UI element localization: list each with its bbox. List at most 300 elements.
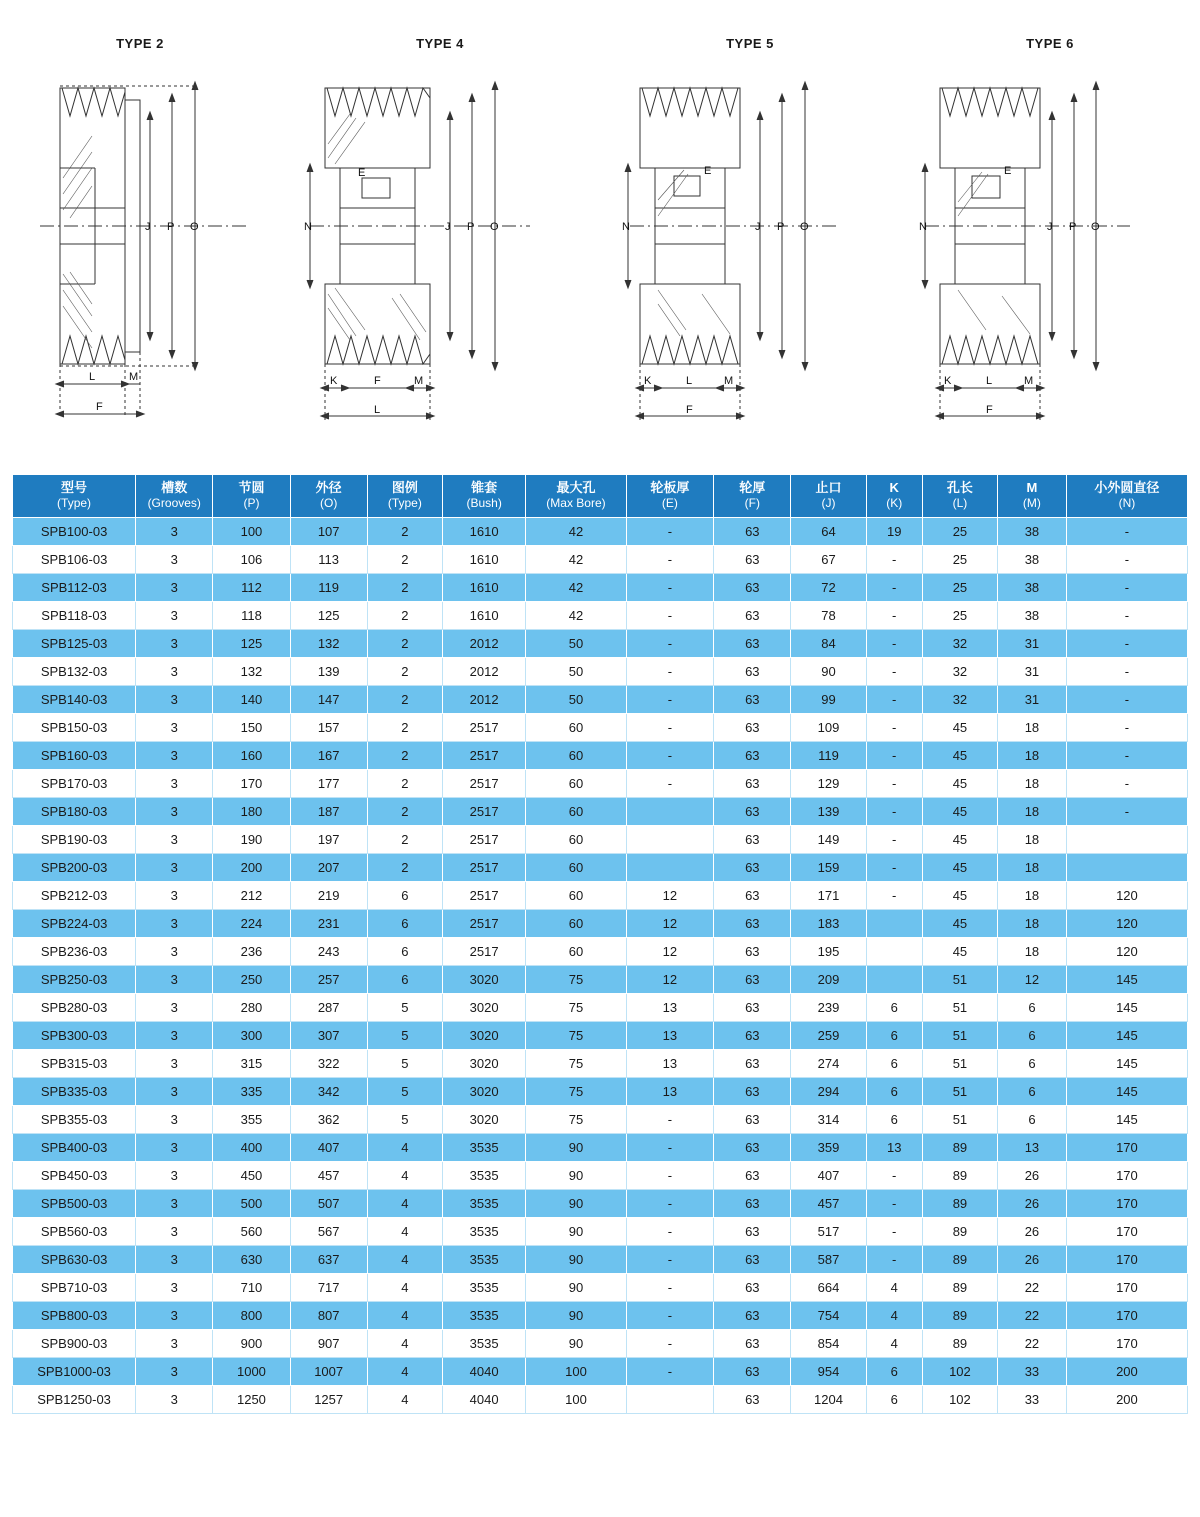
table-cell: 170 bbox=[1066, 1330, 1187, 1358]
table-cell: - bbox=[866, 882, 922, 910]
table-cell: 171 bbox=[791, 882, 866, 910]
table-cell bbox=[866, 938, 922, 966]
table-cell: - bbox=[866, 770, 922, 798]
table-cell: 907 bbox=[290, 1330, 367, 1358]
table-cell: 170 bbox=[213, 770, 290, 798]
table-cell: 90 bbox=[526, 1218, 626, 1246]
dim-label-M: M bbox=[414, 375, 424, 387]
table-cell: 90 bbox=[791, 658, 866, 686]
table-row bbox=[13, 1330, 1188, 1358]
table-cell: 2 bbox=[367, 602, 442, 630]
table-cell: 3535 bbox=[442, 1162, 525, 1190]
table-cell: 250 bbox=[213, 966, 290, 994]
table-cell: 294 bbox=[791, 1078, 866, 1106]
cell-type: SPB500-03 bbox=[13, 1190, 136, 1218]
table-cell: - bbox=[1066, 658, 1187, 686]
table-cell: 51 bbox=[922, 1050, 997, 1078]
table-cell: 3020 bbox=[442, 966, 525, 994]
cell-type: SPB355-03 bbox=[13, 1106, 136, 1134]
table-cell: 60 bbox=[526, 770, 626, 798]
table-cell: 145 bbox=[1066, 994, 1187, 1022]
table-cell: - bbox=[626, 1302, 714, 1330]
table-cell: 457 bbox=[290, 1162, 367, 1190]
table-cell: 147 bbox=[290, 686, 367, 714]
table-cell: 314 bbox=[791, 1106, 866, 1134]
table-cell: 18 bbox=[998, 770, 1067, 798]
table-cell: 145 bbox=[1066, 1050, 1187, 1078]
table-cell: 954 bbox=[791, 1358, 866, 1386]
table-cell: 342 bbox=[290, 1078, 367, 1106]
table-cell: 89 bbox=[922, 1246, 997, 1274]
table-cell: 42 bbox=[526, 602, 626, 630]
cell-type: SPB140-03 bbox=[13, 686, 136, 714]
table-cell: 63 bbox=[714, 1302, 791, 1330]
table-cell: - bbox=[866, 742, 922, 770]
cell-type: SPB132-03 bbox=[13, 658, 136, 686]
table-cell: 3 bbox=[136, 798, 213, 826]
table-cell: 335 bbox=[213, 1078, 290, 1106]
table-cell: 31 bbox=[998, 630, 1067, 658]
cell-type: SPB170-03 bbox=[13, 770, 136, 798]
cell-type: SPB118-03 bbox=[13, 602, 136, 630]
table-cell: 6 bbox=[866, 994, 922, 1022]
table-cell: 12 bbox=[626, 966, 714, 994]
table-cell: 45 bbox=[922, 910, 997, 938]
table-cell: 5 bbox=[367, 1050, 442, 1078]
table-cell: 3 bbox=[136, 1078, 213, 1106]
table-row bbox=[13, 574, 1188, 602]
table-cell: 19 bbox=[866, 518, 922, 546]
table-cell: 90 bbox=[526, 1134, 626, 1162]
table-cell: 1204 bbox=[791, 1386, 866, 1414]
table-cell: 6 bbox=[998, 1050, 1067, 1078]
table-cell: 25 bbox=[922, 602, 997, 630]
table-cell: 63 bbox=[714, 1330, 791, 1358]
cell-type: SPB224-03 bbox=[13, 910, 136, 938]
column-header-11 bbox=[922, 475, 997, 518]
dim-label-F: F bbox=[96, 401, 103, 413]
table-cell: 6 bbox=[998, 994, 1067, 1022]
table-cell: 75 bbox=[526, 1078, 626, 1106]
cell-type: SPB212-03 bbox=[13, 882, 136, 910]
table-cell: 25 bbox=[922, 574, 997, 602]
dim-label-F: F bbox=[374, 375, 381, 387]
table-cell bbox=[626, 854, 714, 882]
column-header-main: 节圆 bbox=[238, 480, 265, 495]
cell-type: SPB335-03 bbox=[13, 1078, 136, 1106]
table-cell: 200 bbox=[213, 854, 290, 882]
table-cell: 362 bbox=[290, 1106, 367, 1134]
column-header-main: 止口 bbox=[815, 480, 842, 495]
dim-label-O: O bbox=[490, 221, 499, 233]
cell-type: SPB710-03 bbox=[13, 1274, 136, 1302]
table-cell: 13 bbox=[866, 1134, 922, 1162]
column-header-sub: (Bush) bbox=[466, 496, 502, 511]
table-cell: 500 bbox=[213, 1190, 290, 1218]
table-cell: 4 bbox=[367, 1134, 442, 1162]
table-header bbox=[13, 475, 1188, 518]
column-header-main: 锥套 bbox=[471, 480, 498, 495]
table-cell: 102 bbox=[922, 1358, 997, 1386]
table-cell: 187 bbox=[290, 798, 367, 826]
table-cell: 89 bbox=[922, 1274, 997, 1302]
column-header-sub: (L) bbox=[952, 496, 968, 511]
cell-type: SPB400-03 bbox=[13, 1134, 136, 1162]
table-cell: - bbox=[1066, 714, 1187, 742]
cell-type: SPB250-03 bbox=[13, 966, 136, 994]
table-cell: 1007 bbox=[290, 1358, 367, 1386]
table-cell: 3 bbox=[136, 938, 213, 966]
table-cell: 75 bbox=[526, 1106, 626, 1134]
table-cell: 6 bbox=[998, 1106, 1067, 1134]
table-cell: 4 bbox=[367, 1386, 442, 1414]
table-cell: - bbox=[626, 1358, 714, 1386]
table-cell: 150 bbox=[213, 714, 290, 742]
table-cell: 2 bbox=[367, 686, 442, 714]
table-row bbox=[13, 686, 1188, 714]
table-cell: 274 bbox=[791, 1050, 866, 1078]
table-cell: 3535 bbox=[442, 1302, 525, 1330]
table-cell: 3 bbox=[136, 1274, 213, 1302]
table-cell: 3535 bbox=[442, 1218, 525, 1246]
table-cell: - bbox=[866, 686, 922, 714]
table-cell: - bbox=[1066, 602, 1187, 630]
cell-type: SPB800-03 bbox=[13, 1302, 136, 1330]
dim-label-L: L bbox=[374, 404, 381, 416]
table-cell: 5 bbox=[367, 1078, 442, 1106]
table-cell: 45 bbox=[922, 854, 997, 882]
table-cell: 145 bbox=[1066, 1022, 1187, 1050]
diagram-title: TYPE 5 bbox=[726, 36, 774, 51]
column-header-sub: (M) bbox=[1022, 496, 1041, 511]
column-header-main: 小外圆直径 bbox=[1094, 480, 1160, 495]
table-cell: 63 bbox=[714, 994, 791, 1022]
cell-type: SPB125-03 bbox=[13, 630, 136, 658]
column-header-9 bbox=[791, 475, 866, 518]
table-cell: 359 bbox=[791, 1134, 866, 1162]
table-cell: - bbox=[866, 714, 922, 742]
column-header-10 bbox=[866, 475, 922, 518]
table-row bbox=[13, 1022, 1188, 1050]
table-cell: 140 bbox=[213, 686, 290, 714]
table-cell: 63 bbox=[714, 770, 791, 798]
table-cell: 120 bbox=[1066, 910, 1187, 938]
table-cell: - bbox=[866, 574, 922, 602]
table-cell: 120 bbox=[1066, 882, 1187, 910]
table-row bbox=[13, 1218, 1188, 1246]
table-cell: - bbox=[866, 1162, 922, 1190]
table-cell: 38 bbox=[998, 602, 1067, 630]
column-header-0 bbox=[13, 475, 136, 518]
table-cell: - bbox=[866, 854, 922, 882]
dim-label-O: O bbox=[190, 221, 199, 233]
table-cell: 637 bbox=[290, 1246, 367, 1274]
table-cell: 64 bbox=[791, 518, 866, 546]
table-cell: 717 bbox=[290, 1274, 367, 1302]
column-header-6 bbox=[526, 475, 626, 518]
table-cell: 6 bbox=[866, 1386, 922, 1414]
table-cell: 75 bbox=[526, 1022, 626, 1050]
table-cell: 517 bbox=[791, 1218, 866, 1246]
table-cell: - bbox=[626, 518, 714, 546]
table-row bbox=[13, 1162, 1188, 1190]
table-cell: 3 bbox=[136, 826, 213, 854]
dim-label-J: J bbox=[445, 221, 451, 233]
column-header-sub: (N) bbox=[1118, 496, 1136, 511]
table-cell: 60 bbox=[526, 826, 626, 854]
table-cell: 84 bbox=[791, 630, 866, 658]
column-header-sub: (F) bbox=[744, 496, 760, 511]
table-cell: 257 bbox=[290, 966, 367, 994]
table-cell: 280 bbox=[213, 994, 290, 1022]
table-cell: 33 bbox=[998, 1386, 1067, 1414]
table-cell: 2 bbox=[367, 658, 442, 686]
table-cell: 2 bbox=[367, 518, 442, 546]
cell-type: SPB150-03 bbox=[13, 714, 136, 742]
table-cell: 38 bbox=[998, 574, 1067, 602]
diagram-type-5-drawing bbox=[600, 58, 900, 448]
table-cell: 63 bbox=[714, 1358, 791, 1386]
column-header-2 bbox=[213, 475, 290, 518]
table-cell: 3535 bbox=[442, 1330, 525, 1358]
table-cell: 157 bbox=[290, 714, 367, 742]
dim-label-N: N bbox=[304, 221, 312, 233]
table-cell: 63 bbox=[714, 602, 791, 630]
table-cell: - bbox=[866, 1218, 922, 1246]
column-header-main: M bbox=[1026, 480, 1038, 495]
table-cell: 4 bbox=[367, 1302, 442, 1330]
table-cell: 60 bbox=[526, 910, 626, 938]
table-cell: 45 bbox=[922, 826, 997, 854]
table-cell: 6 bbox=[866, 1022, 922, 1050]
table-cell: 854 bbox=[791, 1330, 866, 1358]
table-cell: 63 bbox=[714, 714, 791, 742]
table-cell: 51 bbox=[922, 994, 997, 1022]
table-cell: 212 bbox=[213, 882, 290, 910]
table-cell: - bbox=[1066, 770, 1187, 798]
table-cell: 567 bbox=[290, 1218, 367, 1246]
table-cell: 3 bbox=[136, 1302, 213, 1330]
table-cell: 322 bbox=[290, 1050, 367, 1078]
table-cell: - bbox=[626, 1246, 714, 1274]
table-cell: 236 bbox=[213, 938, 290, 966]
column-header-sub: (O) bbox=[320, 496, 338, 511]
table-row bbox=[13, 994, 1188, 1022]
table-cell: 22 bbox=[998, 1274, 1067, 1302]
table-cell: 42 bbox=[526, 546, 626, 574]
table-cell: 3 bbox=[136, 1246, 213, 1274]
table-cell: 18 bbox=[998, 854, 1067, 882]
table-cell: 13 bbox=[626, 1022, 714, 1050]
table-row bbox=[13, 546, 1188, 574]
table-cell: - bbox=[866, 798, 922, 826]
table-cell: 107 bbox=[290, 518, 367, 546]
table-cell: 3 bbox=[136, 686, 213, 714]
table-cell: 209 bbox=[791, 966, 866, 994]
table-cell: 900 bbox=[213, 1330, 290, 1358]
table-cell: 119 bbox=[791, 742, 866, 770]
table-cell: 1610 bbox=[442, 546, 525, 574]
table-cell: 3 bbox=[136, 630, 213, 658]
table-cell: 243 bbox=[290, 938, 367, 966]
table-cell: 170 bbox=[1066, 1134, 1187, 1162]
table-row bbox=[13, 966, 1188, 994]
table-cell: 72 bbox=[791, 574, 866, 602]
table-row bbox=[13, 630, 1188, 658]
table-cell: 315 bbox=[213, 1050, 290, 1078]
table-cell: 125 bbox=[290, 602, 367, 630]
table-cell: 139 bbox=[791, 798, 866, 826]
table-cell: 63 bbox=[714, 630, 791, 658]
table-cell: 3 bbox=[136, 910, 213, 938]
table-cell: 1610 bbox=[442, 574, 525, 602]
table-cell: 63 bbox=[714, 854, 791, 882]
dim-label-O: O bbox=[1091, 221, 1100, 233]
table-cell: 75 bbox=[526, 1050, 626, 1078]
table-row bbox=[13, 882, 1188, 910]
table-cell: 3 bbox=[136, 518, 213, 546]
table-cell: 63 bbox=[714, 1218, 791, 1246]
table-cell: - bbox=[626, 546, 714, 574]
dim-label-J: J bbox=[755, 221, 761, 233]
diagram-strip bbox=[0, 0, 1200, 460]
table-cell: 3 bbox=[136, 658, 213, 686]
dim-label-N: N bbox=[622, 221, 630, 233]
table-cell: 63 bbox=[714, 1162, 791, 1190]
table-cell: 102 bbox=[922, 1386, 997, 1414]
dim-label-J: J bbox=[145, 221, 151, 233]
table-cell: 18 bbox=[998, 938, 1067, 966]
table-cell: 4 bbox=[367, 1330, 442, 1358]
dim-label-J: J bbox=[1047, 221, 1053, 233]
dim-label-K: K bbox=[330, 375, 338, 387]
table-cell: 3 bbox=[136, 854, 213, 882]
table-cell: 507 bbox=[290, 1190, 367, 1218]
table-cell: 25 bbox=[922, 546, 997, 574]
table-cell: 90 bbox=[526, 1162, 626, 1190]
table-cell: 63 bbox=[714, 574, 791, 602]
table-cell: - bbox=[626, 1190, 714, 1218]
table-cell: 3535 bbox=[442, 1134, 525, 1162]
table-cell: 2517 bbox=[442, 798, 525, 826]
dim-label-P: P bbox=[777, 221, 785, 233]
column-header-5 bbox=[442, 475, 525, 518]
table-cell: 132 bbox=[213, 658, 290, 686]
table-cell: - bbox=[866, 658, 922, 686]
diagram-type-6 bbox=[900, 0, 1200, 460]
table-cell: 89 bbox=[922, 1190, 997, 1218]
table-cell: 190 bbox=[213, 826, 290, 854]
table-cell: 31 bbox=[998, 658, 1067, 686]
cell-type: SPB160-03 bbox=[13, 742, 136, 770]
dim-label-M: M bbox=[724, 375, 734, 387]
table-cell: 45 bbox=[922, 798, 997, 826]
table-cell: 2012 bbox=[442, 658, 525, 686]
table-cell: 2012 bbox=[442, 686, 525, 714]
column-header-main: 槽数 bbox=[161, 480, 188, 495]
table-cell: 100 bbox=[526, 1386, 626, 1414]
table-cell: 100 bbox=[213, 518, 290, 546]
cell-type: SPB560-03 bbox=[13, 1218, 136, 1246]
table-cell bbox=[1066, 826, 1187, 854]
table-cell: 6 bbox=[367, 910, 442, 938]
table-cell: 63 bbox=[714, 882, 791, 910]
table-cell: - bbox=[866, 630, 922, 658]
table-cell: 12 bbox=[626, 910, 714, 938]
table-cell: 26 bbox=[998, 1246, 1067, 1274]
table-cell: 63 bbox=[714, 910, 791, 938]
table-cell: 180 bbox=[213, 798, 290, 826]
diagram-type-6-drawing bbox=[900, 58, 1200, 448]
table-cell: 170 bbox=[1066, 1246, 1187, 1274]
table-cell: 139 bbox=[290, 658, 367, 686]
table-cell: 118 bbox=[213, 602, 290, 630]
table-cell: 106 bbox=[213, 546, 290, 574]
table-cell: 3 bbox=[136, 1106, 213, 1134]
table-cell: - bbox=[626, 602, 714, 630]
table-cell: 197 bbox=[290, 826, 367, 854]
table-cell: 3 bbox=[136, 1386, 213, 1414]
table-cell: 119 bbox=[290, 574, 367, 602]
dim-label-L: L bbox=[986, 375, 993, 387]
table-cell: 170 bbox=[1066, 1190, 1187, 1218]
table-cell: - bbox=[1066, 742, 1187, 770]
column-header-8 bbox=[714, 475, 791, 518]
column-header-3 bbox=[290, 475, 367, 518]
table-cell: 800 bbox=[213, 1302, 290, 1330]
table-cell: 50 bbox=[526, 658, 626, 686]
table-cell: 45 bbox=[922, 714, 997, 742]
diagram-title: TYPE 6 bbox=[1026, 36, 1074, 51]
table-cell: 170 bbox=[1066, 1218, 1187, 1246]
table-cell: 6 bbox=[367, 966, 442, 994]
table-cell: 67 bbox=[791, 546, 866, 574]
column-header-sub: (Max Bore) bbox=[546, 496, 606, 511]
cell-type: SPB236-03 bbox=[13, 938, 136, 966]
table-cell bbox=[626, 1386, 714, 1414]
table-cell: - bbox=[626, 1162, 714, 1190]
table-row bbox=[13, 1078, 1188, 1106]
table-cell: 89 bbox=[922, 1134, 997, 1162]
table-cell: 1610 bbox=[442, 602, 525, 630]
table-cell: 4 bbox=[367, 1162, 442, 1190]
table-cell: - bbox=[626, 714, 714, 742]
table-cell: 32 bbox=[922, 630, 997, 658]
dim-label-O: O bbox=[800, 221, 809, 233]
table-cell: 18 bbox=[998, 742, 1067, 770]
table-cell: 231 bbox=[290, 910, 367, 938]
table-cell: 2517 bbox=[442, 826, 525, 854]
table-cell: - bbox=[626, 742, 714, 770]
table-cell: 2517 bbox=[442, 742, 525, 770]
table-row bbox=[13, 1190, 1188, 1218]
table-cell: 89 bbox=[922, 1330, 997, 1358]
table-row bbox=[13, 798, 1188, 826]
cell-type: SPB900-03 bbox=[13, 1330, 136, 1358]
table-cell: 307 bbox=[290, 1022, 367, 1050]
table-cell: - bbox=[626, 630, 714, 658]
table-row bbox=[13, 714, 1188, 742]
table-cell: 5 bbox=[367, 994, 442, 1022]
dim-label-P: P bbox=[1069, 221, 1077, 233]
table-cell: - bbox=[866, 546, 922, 574]
table-cell: - bbox=[1066, 518, 1187, 546]
table-cell: 145 bbox=[1066, 966, 1187, 994]
table-cell: 195 bbox=[791, 938, 866, 966]
table-cell: 2517 bbox=[442, 938, 525, 966]
table-cell: 31 bbox=[998, 686, 1067, 714]
table-cell: 109 bbox=[791, 714, 866, 742]
